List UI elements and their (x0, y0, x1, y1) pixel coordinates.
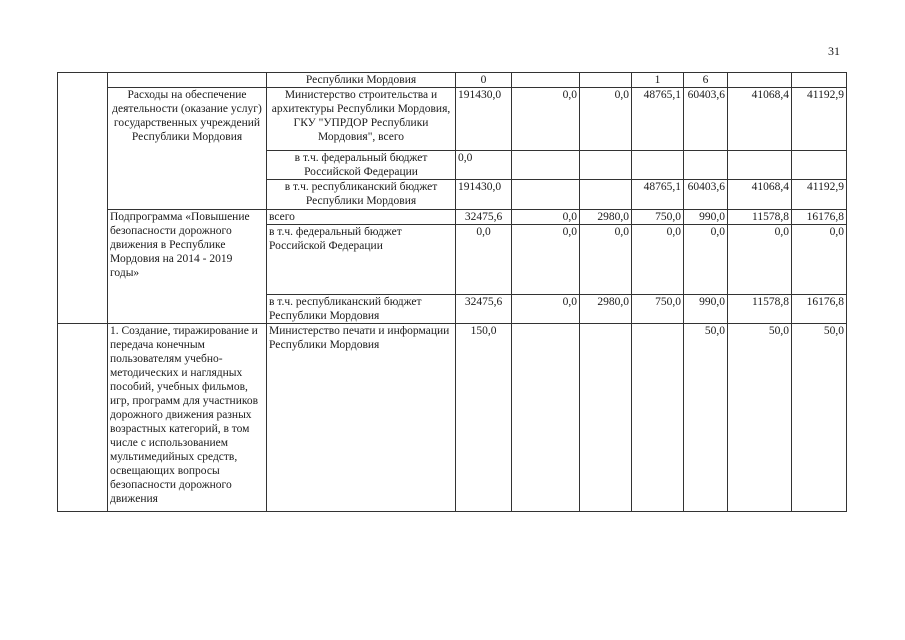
source-cell: всего (267, 210, 456, 225)
source-cell: Министерство строительства и архитектуры Республики Мордовия, ГКУ "УПРДОР Республики Мордовия", всего (267, 88, 456, 151)
item-name: Расходы на обеспечение деятельности (оказание услуг) государственных учреждений Республики Мордовия (108, 88, 267, 210)
value-cell: 11578,8 (728, 210, 792, 225)
value-cell: 1 (632, 73, 684, 88)
value-cell: 32475,6 (456, 295, 512, 324)
value-cell (632, 151, 684, 180)
value-cell (684, 151, 728, 180)
table-row (58, 73, 847, 88)
value-cell (512, 324, 580, 512)
value-cell: 0 (456, 73, 512, 88)
value-cell: 60403,6 (684, 180, 728, 210)
value-cell: 41068,4 (728, 88, 792, 151)
source-cell: в т.ч. федеральный бюджет Российской Федерации (267, 225, 456, 295)
value-cell: 191430,0 (456, 180, 512, 210)
value-cell: 750,0 (632, 210, 684, 225)
value-cell: 150,0 (456, 324, 512, 512)
source-cell: Министерство печати и информации Республики Мордовия (267, 324, 456, 512)
value-cell: 0,0 (684, 225, 728, 295)
value-cell: 41192,9 (792, 180, 847, 210)
table-row (58, 324, 847, 512)
source-cell: в т.ч. республиканский бюджет Республики Мордовия (267, 180, 456, 210)
value-cell: 191430,0 (456, 88, 512, 151)
value-cell: 11578,8 (728, 295, 792, 324)
value-cell: 16176,8 (792, 210, 847, 225)
value-cell: 0,0 (512, 88, 580, 151)
source-cell: Республики Мордовия (267, 73, 456, 88)
value-cell: 48765,1 (632, 88, 684, 151)
value-cell (580, 180, 632, 210)
value-cell (728, 73, 792, 88)
value-cell: 0,0 (792, 225, 847, 295)
value-cell: 50,0 (684, 324, 728, 512)
table-row (58, 210, 847, 225)
value-cell: 48765,1 (632, 180, 684, 210)
table-row (58, 88, 847, 151)
item-name: Подпрограмма «Повышение безопасности дорожного движения в Республике Мордовия на 2014 - 2019 годы» (108, 210, 267, 324)
value-cell (580, 151, 632, 180)
value-cell: 60403,6 (684, 88, 728, 151)
value-cell: 0,0 (456, 151, 512, 180)
value-cell (632, 324, 684, 512)
page-number: 31 (828, 44, 840, 58)
value-cell: 16176,8 (792, 295, 847, 324)
value-cell: 32475,6 (456, 210, 512, 225)
budget-table (57, 72, 847, 512)
empty-cell (58, 324, 108, 512)
value-cell: 0,0 (512, 210, 580, 225)
value-cell (580, 324, 632, 512)
value-cell: 0,0 (512, 295, 580, 324)
empty-cell (108, 73, 267, 88)
value-cell: 990,0 (684, 295, 728, 324)
value-cell: 0,0 (512, 225, 580, 295)
item-name: 1. Создание, тиражирование и передача конечным пользователям учебно-методических и наглядных пособий, учебных фильмов, игр, программ для участников дорожного движения разных возрастных категорий, в том числе с использованием мультимедийных средств, освещающих вопросы безопасности дорожного движения (108, 324, 267, 512)
source-cell: в т.ч. республиканский бюджет Республики Мордовия (267, 295, 456, 324)
value-cell: 0,0 (632, 225, 684, 295)
value-cell: 2980,0 (580, 210, 632, 225)
value-cell: 0,0 (580, 225, 632, 295)
value-cell (512, 73, 580, 88)
value-cell: 990,0 (684, 210, 728, 225)
value-cell (512, 180, 580, 210)
empty-cell (58, 73, 108, 324)
value-cell: 0,0 (580, 88, 632, 151)
value-cell: 0,0 (728, 225, 792, 295)
value-cell: 750,0 (632, 295, 684, 324)
value-cell (580, 73, 632, 88)
value-cell: 41192,9 (792, 88, 847, 151)
value-cell: 0,0 (456, 225, 512, 295)
value-cell: 50,0 (792, 324, 847, 512)
value-cell (792, 73, 847, 88)
value-cell (512, 151, 580, 180)
value-cell: 41068,4 (728, 180, 792, 210)
value-cell: 2980,0 (580, 295, 632, 324)
value-cell (728, 151, 792, 180)
value-cell: 6 (684, 73, 728, 88)
source-cell: в т.ч. федеральный бюджет Российской Федерации (267, 151, 456, 180)
value-cell: 50,0 (728, 324, 792, 512)
value-cell (792, 151, 847, 180)
